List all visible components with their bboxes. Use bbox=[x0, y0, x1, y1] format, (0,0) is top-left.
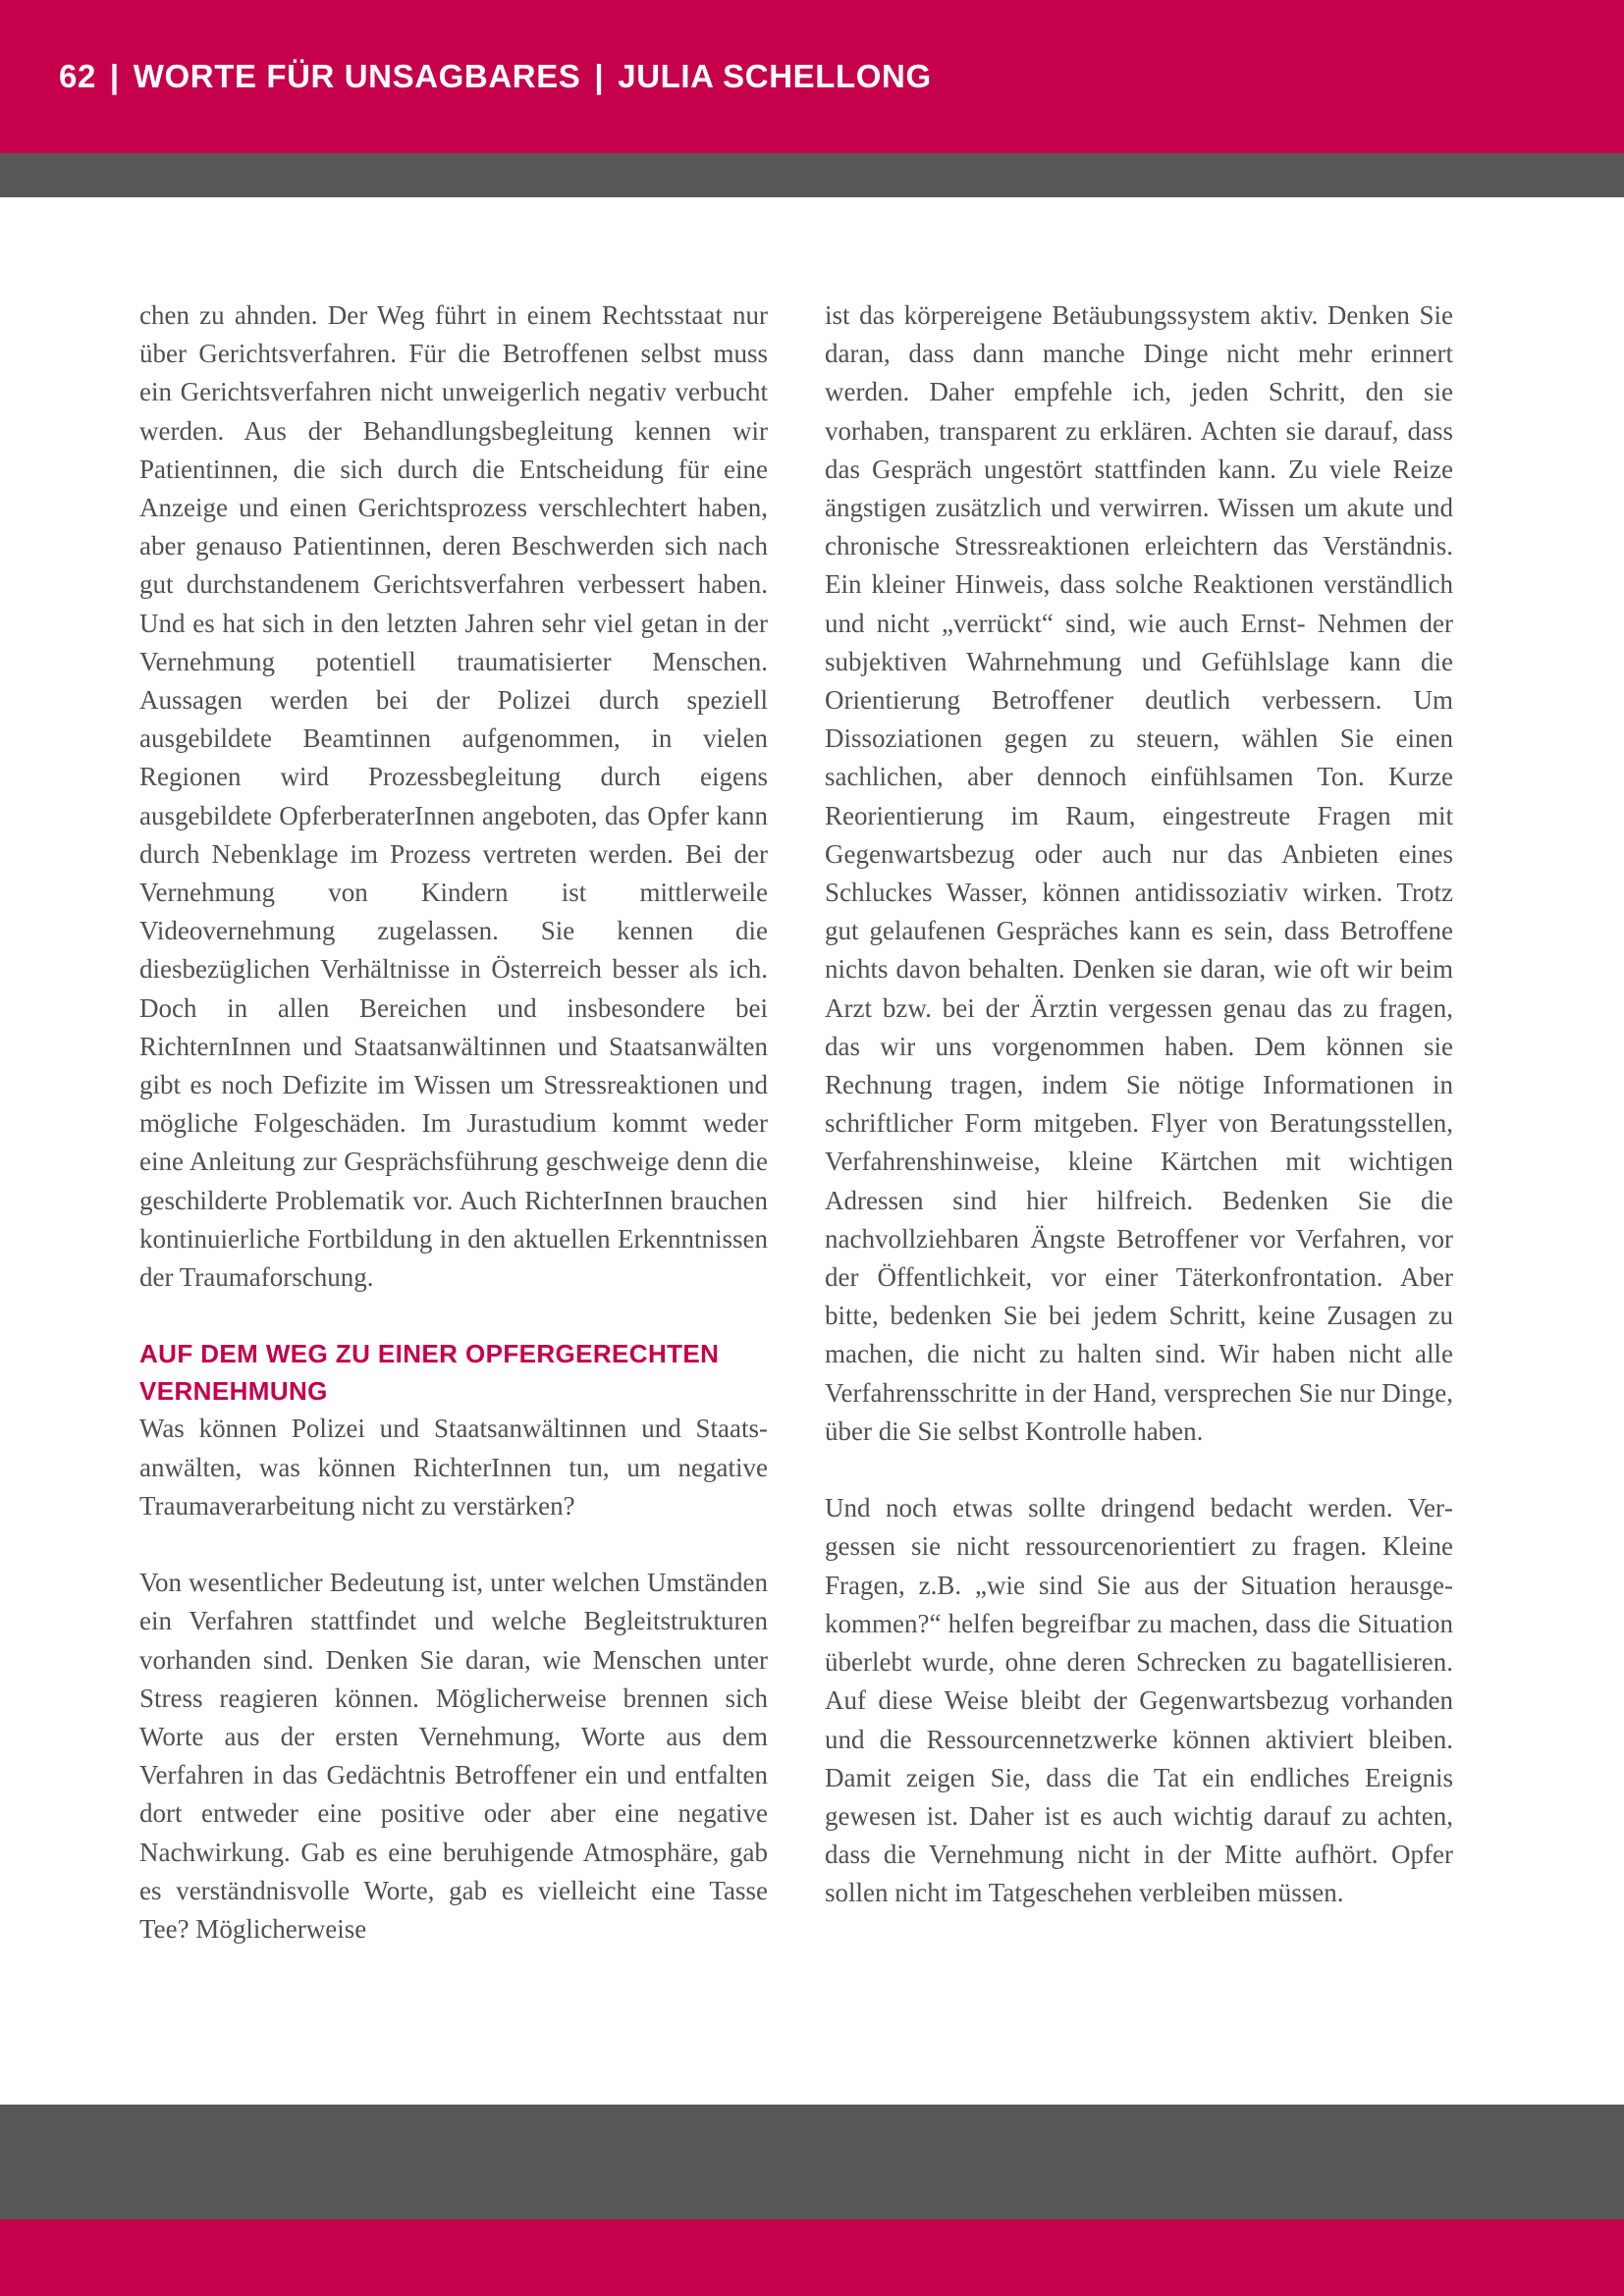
header-separator: | bbox=[594, 58, 605, 94]
body-paragraph: Von wesentlicher Bedeutung ist, unter welchen Umständen ein Verfahren stattfindet und welche Begleitstrukturen vorhanden sind. Denken Sie daran, wie Menschen unter Stress reagieren können. Möglicherweise brennen sich Worte aus der ersten Vernehmung, Worte aus dem Verfahren in das Gedächtnis Betroffener ein und entfalten dort entweder eine positive oder aber eine negative Nachwirkung. Gab es eine beruhigende Atmosphäre, gab es verständnisvolle Worte, gab es vielleicht eine Tasse Tee? Möglicherweise bbox=[139, 1568, 768, 1945]
header-band bbox=[0, 0, 1624, 153]
page-number: 62 bbox=[59, 58, 96, 94]
author-name: JULIA SCHELLONG bbox=[618, 58, 932, 94]
body-paragraph: chen zu ahnden. Der Weg führt in einem Rechtsstaat nur über Gerichtsverfahren. Für die Betroffenen selbst muss ein Gerichtsverfahren nicht unweigerlich negativ verbucht werden. Aus der Behandlungsbegleitung kennen wir Patientinnen, die sich durch die Entscheidung für eine Anzeige und einen Gerichtsprozess verschlechtert haben, aber genauso Patientinnen, deren Beschwerden sich nach gut durchstandenem Gerichtsverfahren verbessert haben. Und es hat sich in den letzten Jahren sehr viel getan in der Vernehmung potentiell traumatisierter Menschen. Aussagen werden bei der Polizei durch speziell ausgebildete Beamtinnen aufgenommen, in vielen Regionen wird Prozessbegleitung durch eigens ausgebildete OpferberaterInnen angeboten, das Opfer kann durch Nebenklage im Prozess vertreten werden. Bei der Vernehmung von Kindern ist mittlerweile Videovernehmung zugelassen. Sie kennen die diesbezüglichen Verhältnisse in Österreich besser als ich. Doch in allen Bereichen und insbesondere bei RichternInnen und Staatsanwältinnen und Staatsanwälten gibt es noch Defizite im Wissen um Stressreaktionen und mögliche Folgeschäden. Im Jurastudium kommt weder eine Anleitung zur Gesprächsführung geschweige denn die geschilderte Problematik vor. Auch RichterInnen brauchen kontinuierliche Fortbildung in den aktuellen Erkenntnissen der Traumaforschung. bbox=[139, 300, 768, 1293]
body-paragraph: Und noch etwas sollte dringend bedacht werden. Vergessen sie nicht ressourcenorientiert zu fragen. Kleine Fragen, z.B. „wie sind Sie aus der Situation herausgekommen?“ helfen begreifbar zu machen, dass die Situation überlebt wurde, ohne deren Schrecken zu bagatellisieren. Auf diese Weise bleibt der Gegenwartsbezug vorhanden und die Ressourcennetzwerke können aktiviert bleiben. Damit zeigen Sie, dass die Tat ein endliches Ereignis gewesen ist. Daher ist es auch wichtig darauf zu achten, dass die Vernehmung nicht in der Mitte aufhört. Opfer sollen nicht im Tatgeschehen verbleiben müssen. bbox=[825, 1493, 1453, 1908]
header-gray-band bbox=[0, 153, 1624, 197]
book-title: WORTE FÜR UNSAGBARES bbox=[133, 58, 581, 94]
footer-gray-band bbox=[0, 2105, 1624, 2219]
section-heading: AUF DEM WEG ZU EINER OPFERGERECHTEN VERNEHMUNG bbox=[139, 1339, 720, 1407]
footer-band bbox=[0, 2219, 1624, 2296]
right-column bbox=[825, 296, 1453, 1913]
body-paragraph: Was können Polizei und Staatsanwältinnen und Staatsanwälten, was können RichterInnen tun, um negative Traumaverarbeitung nicht zu verstärken? bbox=[139, 1414, 768, 1521]
running-header bbox=[59, 57, 932, 96]
header-separator: | bbox=[109, 58, 120, 94]
body-paragraph: ist das körpereigene Betäubungssystem aktiv. Denken Sie daran, dass dann manche Dinge nicht mehr erinnert werden. Daher empfehle ich, jeden Schritt, den sie vorhaben, transparent zu erklären. Achten sie darauf, dass das Gespräch ungestört stattfinden kann. Zu viele Reize ängstigen zusätzlich und verwirren. Wissen um akute und chronische Stressreaktionen erleichtern das Verständnis. Ein kleiner Hinweis, dass solche Reaktionen verständlich und nicht „verrückt“ sind, wie auch Ernst- Nehmen der subjektiven Wahrnehmung und Gefühlslage kann die Orientierung Betroffener deutlich verbessern. Um Dissoziationen gegen zu steuern, wählen Sie einen sachlichen, aber dennoch einfühlsamen Ton. Kurze Reorientierung im Raum, eingestreute Fragen mit Gegenwartsbezug oder auch nur das Anbieten eines Schluckes Wasser, können antidissoziativ wirken. Trotz gut gelaufenen Gespräches kann es sein, dass Betroffene nichts davon behalten. Denken sie daran, wie oft wir beim Arzt bzw. bei der Ärztin vergessen genau das zu fragen, das wir uns vorgenommen haben. Dem können sie Rechnung tragen, indem Sie nötige Informationen in schriftlicher Form mitgeben. Flyer von Beratungsstellen, Verfahrenshinweise, kleine Kärtchen mit wichtigen Adressen sind hier hilfreich. Bedenken Sie die nachvollziehbaren Ängste Betroffener vor Verfahren, vor der Öffentlichkeit, vor einer Täterkonfrontation. Aber bitte, bedenken Sie bei jedem Schritt, keine Zusagen zu machen, die nicht zu halten sind. Wir haben nicht alle Verfahrensschritte in der Hand, versprechen Sie nur Dinge, über die Sie selbst Kontrolle haben. bbox=[825, 300, 1453, 1446]
left-column bbox=[139, 296, 768, 1949]
